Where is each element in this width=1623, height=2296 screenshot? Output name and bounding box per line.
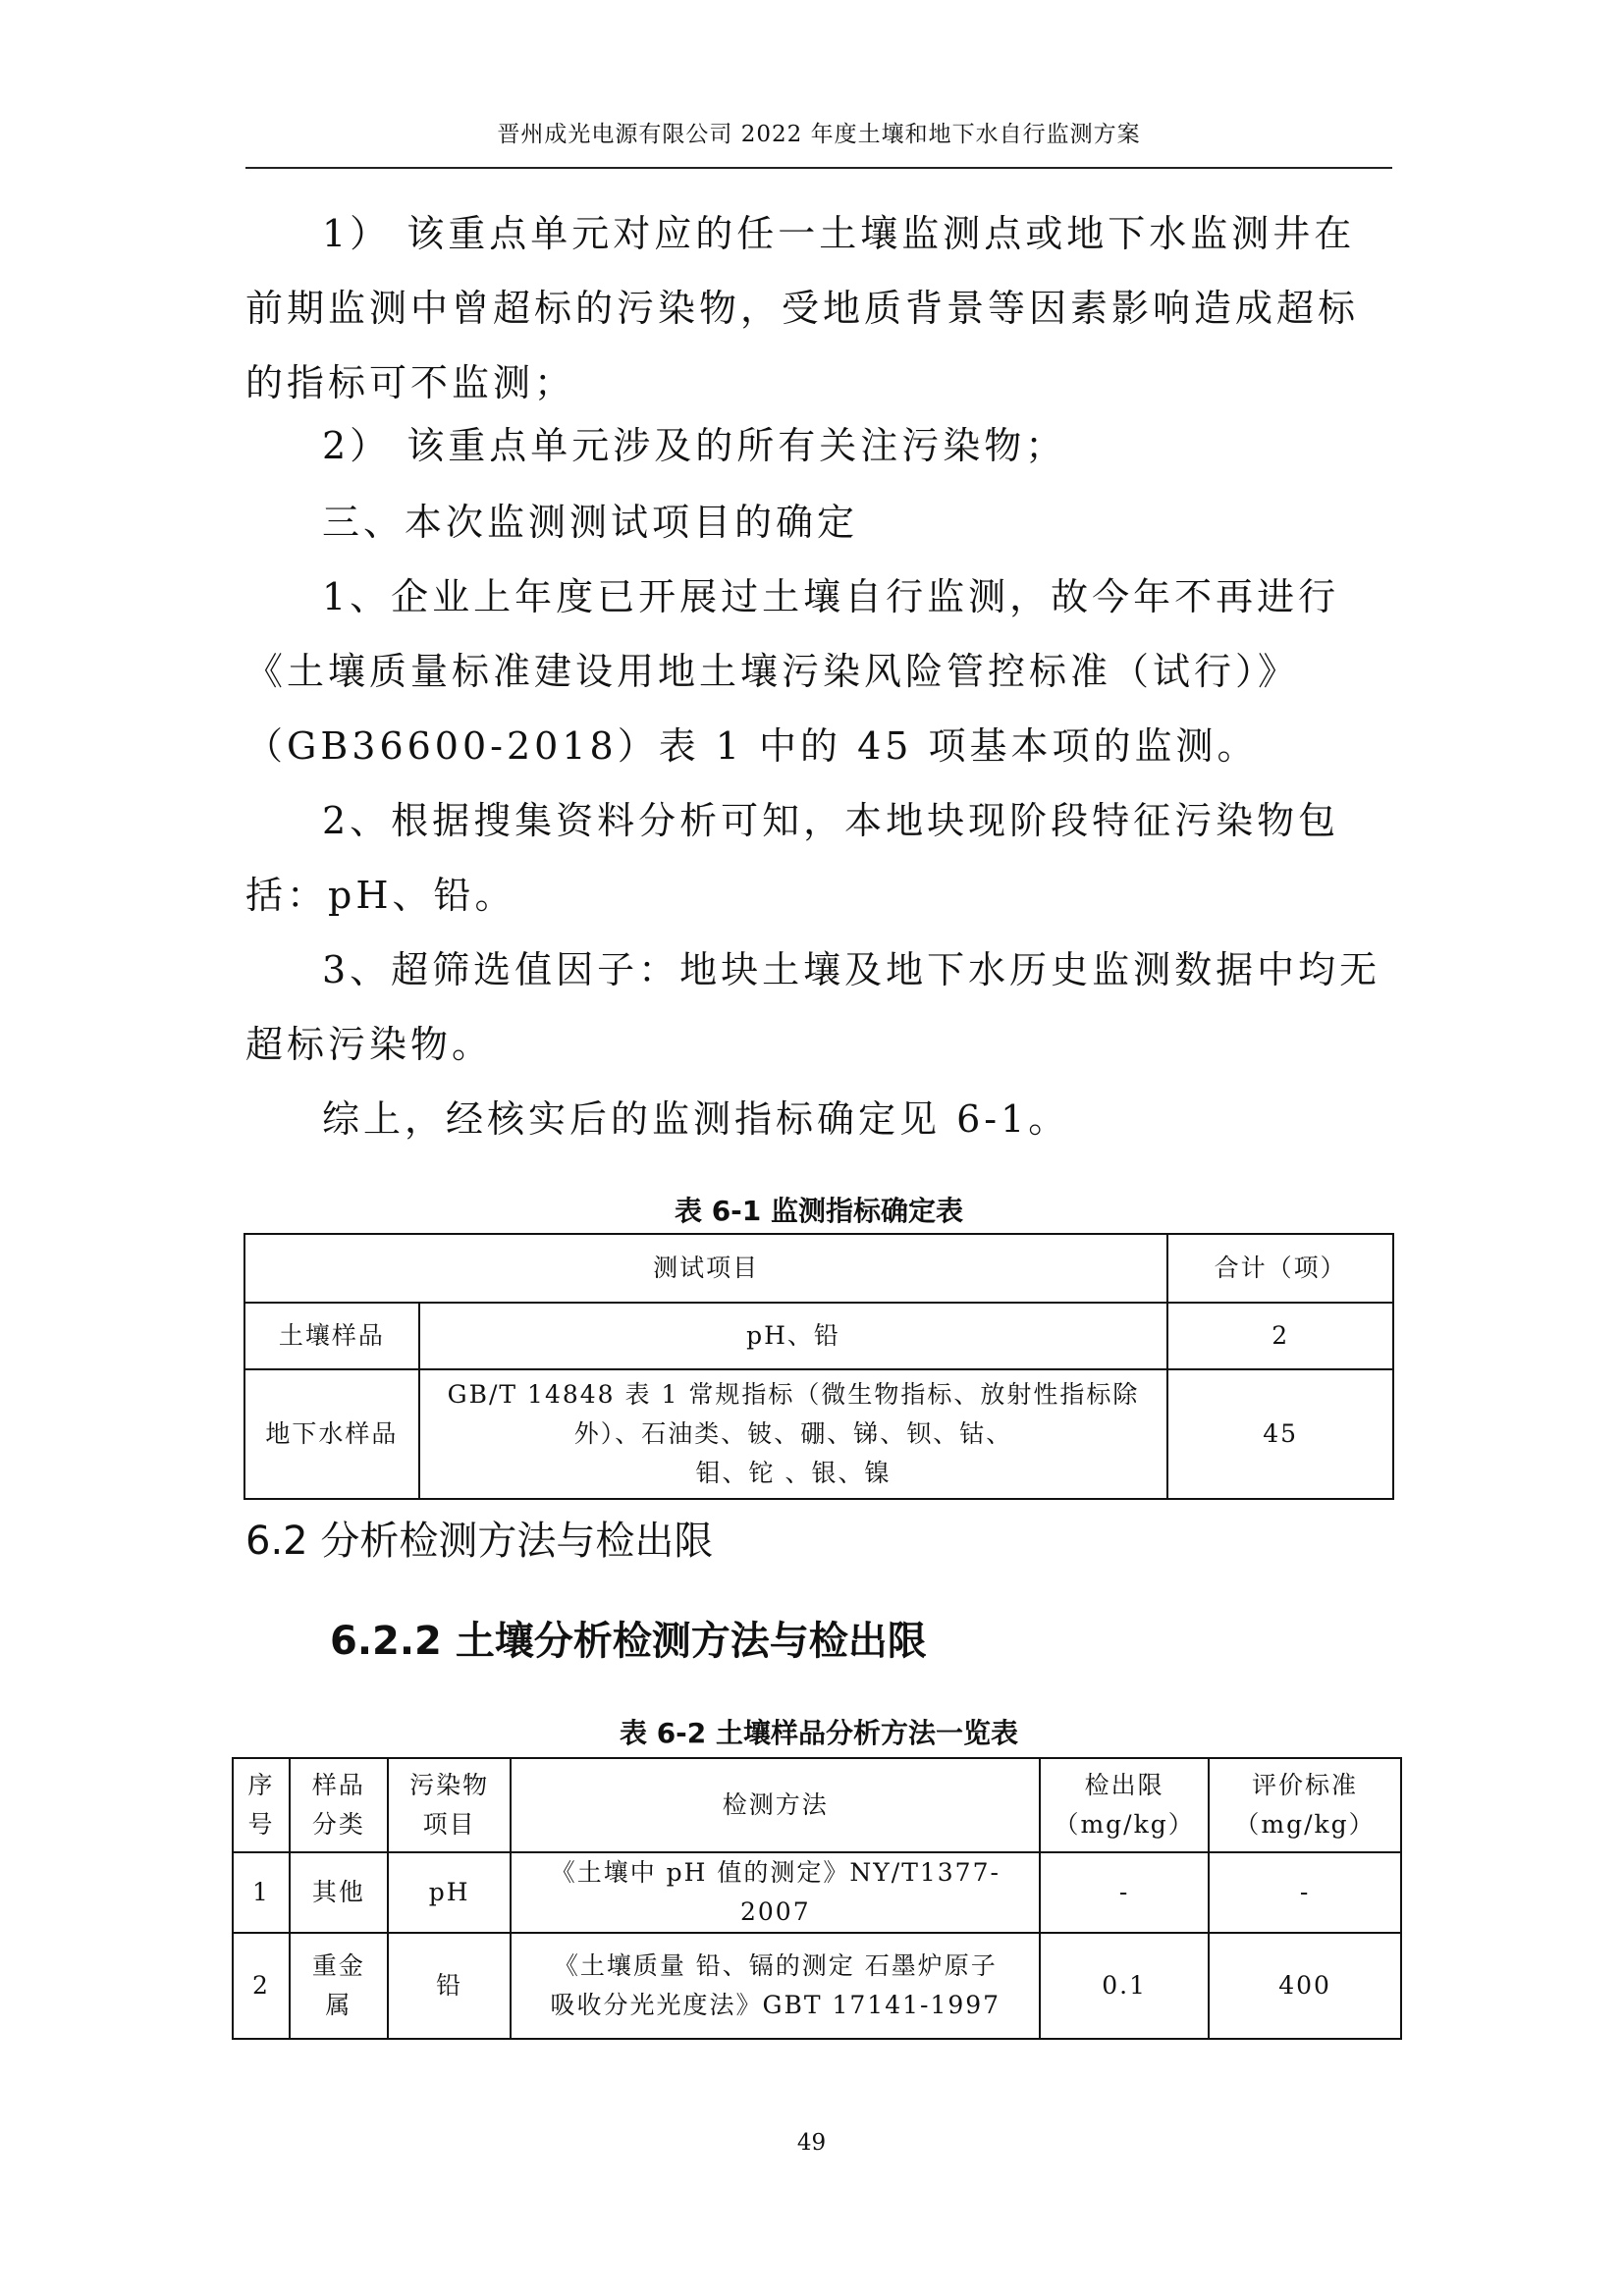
table2-cell-type: 其他: [290, 1852, 388, 1933]
paragraph-5: 2、根据搜集资料分析可知，本地块现阶段特征污染物包括：pH、铅。: [245, 799, 1340, 917]
table2-cell-seq: 1: [233, 1852, 290, 1933]
table2-header-method: 检测方法: [511, 1758, 1040, 1852]
table-row: [233, 1933, 1401, 2039]
table1-cell-total: 2: [1167, 1303, 1393, 1369]
table1-cell-category: 土壤样品: [244, 1303, 419, 1369]
table1-items-line: 钼、铊 、银、镍: [695, 1459, 892, 1487]
table1-cell-items: pH、铅: [419, 1303, 1168, 1369]
header-line: 号: [247, 1810, 275, 1839]
header-line: 评价标准: [1252, 1771, 1359, 1799]
cell-line: 《土壤质量 铅、镉的测定 石墨炉原子: [553, 1951, 998, 1980]
table1-header-items: 测试项目: [244, 1234, 1167, 1303]
paragraph-3: 三、本次监测测试项目的确定: [322, 501, 859, 544]
header-line: （mg/kg）: [1234, 1810, 1376, 1839]
table1-cell-items: [419, 1369, 1168, 1499]
running-header: 晋州成光电源有限公司 2022 年度土壤和地下水自行监测方案: [497, 122, 1141, 147]
header-line: 序: [247, 1771, 275, 1799]
paragraph-6: 3、超筛选值因子：地块土壤及地下水历史监测数据中均无超标污染物。: [245, 948, 1381, 1066]
subsection-heading: 6.2.2 土壤分析检测方法与检出限: [330, 1619, 927, 1664]
table1-cell-category: 地下水样品: [244, 1369, 419, 1499]
header-line: 项目: [422, 1810, 476, 1839]
table2-header-pollutant: [388, 1758, 512, 1852]
table1-cell-total: 45: [1167, 1369, 1393, 1499]
table2-cell-standard: -: [1209, 1852, 1401, 1933]
table2-cell-pollutant: 铅: [388, 1933, 512, 2039]
header-line: 分类: [311, 1810, 365, 1839]
page-number: 49: [796, 2130, 827, 2156]
table2-cell-pollutant: pH: [388, 1852, 512, 1933]
table-row: [233, 1852, 1401, 1933]
header-rule: [245, 167, 1392, 169]
table2-cell-seq: 2: [233, 1933, 290, 2039]
paragraph-2: 2） 该重点单元涉及的所有关注污染物；: [322, 424, 1067, 467]
table2-header-row: [233, 1758, 1401, 1852]
table1-items-line: 外）、石油类、铍、硼、锑、钡、钴、: [573, 1419, 1013, 1448]
table2-cell-method: 《土壤中 pH 值的测定》NY/T1377-2007: [511, 1852, 1040, 1933]
header-line: 污染物: [409, 1771, 490, 1799]
table1-header-row: [244, 1234, 1393, 1303]
header-line: 样品: [311, 1771, 365, 1799]
table-row: [244, 1369, 1393, 1499]
cell-line: 属: [325, 1991, 352, 2019]
table2-cell-limit: 0.1: [1040, 1933, 1209, 2039]
table2-caption: 表 6-2 土壤样品分析方法一览表: [619, 1717, 1019, 1749]
table1: [243, 1233, 1394, 1500]
table1-items-line: GB/T 14848 表 1 常规指标（微生物指标、放射性指标除: [447, 1380, 1140, 1409]
header-line: 检出限: [1084, 1771, 1164, 1799]
paragraph-1: 1） 该重点单元对应的任一土壤监测点或地下水监测井在前期监测中曾超标的污染物，受地质背景等因素影响造成超标的指标可不监测；: [245, 212, 1360, 404]
table2-cell-limit: -: [1040, 1852, 1209, 1933]
table2-header-type: [290, 1758, 388, 1852]
cell-line: 重金: [311, 1951, 365, 1980]
table1-header-total: 合计（项）: [1167, 1234, 1393, 1303]
table-row: [244, 1303, 1393, 1369]
table2-header-limit: [1040, 1758, 1209, 1852]
table2-header-standard: [1209, 1758, 1401, 1852]
table2-cell-type: [290, 1933, 388, 2039]
table2-cell-standard: 400: [1209, 1933, 1401, 2039]
table2: [232, 1757, 1402, 2040]
table2-cell-method: [511, 1933, 1040, 2039]
header-line: （mg/kg）: [1054, 1810, 1195, 1839]
table2-header-seq: [233, 1758, 290, 1852]
paragraph-7: 综上，经核实后的监测指标确定见 6-1。: [322, 1097, 1070, 1141]
section-heading: 6.2 分析检测方法与检出限: [245, 1519, 714, 1564]
paragraph-4: 1、企业上年度已开展过土壤自行监测，故今年不再进行《土壤质量标准建设用地土壤污染风险管控标准（试行）》（GB36600-2018）表 1 中的 45 项基本项的监测。: [245, 575, 1340, 768]
table1-caption: 表 6-1 监测指标确定表: [674, 1195, 964, 1227]
cell-line: 吸收分光光度法》GBT 17141-1997: [550, 1991, 1001, 2019]
